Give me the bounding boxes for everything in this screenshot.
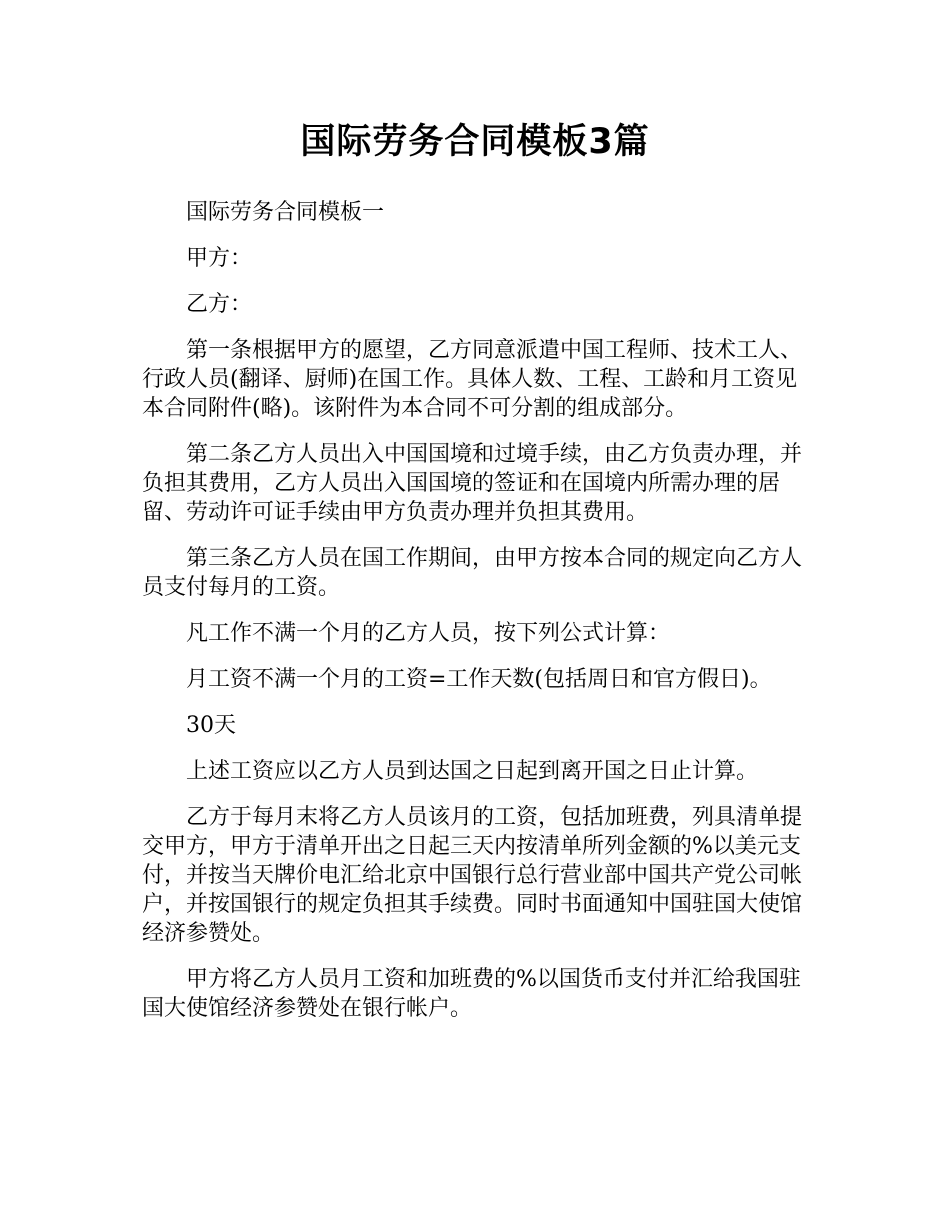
party-b-line: 乙方： (186, 292, 253, 317)
article-2-paragraph: 第二条乙方人员出入中国国境和过境手续，由乙方负责办理，并负担其费用，乙方人员出入国国境的签证和在国境内所需办理的居留、劳动许可证手续由甲方负责办理并负担其费用。 (142, 442, 803, 525)
section-heading: 国际劳务合同模板一 (186, 200, 385, 225)
document-title: 国际劳务合同模板3篇 (300, 122, 650, 162)
remittance-paragraph: 甲方将乙方人员月工资和加班费的%以国货币支付并汇给我国驻国大使馆经济参赞处在银行帐户。 (142, 967, 801, 1021)
article-3-paragraph: 第三条乙方人员在国工作期间，由甲方按本合同的规定向乙方人员支付每月的工资。 (142, 546, 803, 600)
article-1-paragraph: 第一条根据甲方的愿望，乙方同意派遣中国工程师、技术工人、行政人员(翻译、厨师)在国工作。具体人数、工程、工龄和月工资见本合同附件(略)。该附件为本合同不可分割的组成部分。 (142, 338, 803, 421)
payment-paragraph: 乙方于每月末将乙方人员该月的工资，包括加班费，列具清单提交甲方，甲方于清单开出之日起三天内按清单所列金额的%以美元支付，并按当天牌价电汇给北京中国银行总行营业部中国共产党公司帐户，并按国银行的规定负担其手续费。同时书面通知中国驻国大使馆经济参赞处。 (142, 805, 803, 946)
wage-period-paragraph: 上述工资应以乙方人员到达国之日起到离开国之日止计算。 (186, 759, 759, 784)
formula-intro-paragraph: 凡工作不满一个月的乙方人员，按下列公式计算： (186, 621, 671, 646)
party-a-line: 甲方： (186, 246, 253, 271)
formula-paragraph: 月工资不满一个月的工资=工作天数(包括周日和官方假日)。 (186, 667, 772, 692)
formula-denominator: 30天 (186, 713, 236, 738)
document-body (142, 198, 818, 1040)
